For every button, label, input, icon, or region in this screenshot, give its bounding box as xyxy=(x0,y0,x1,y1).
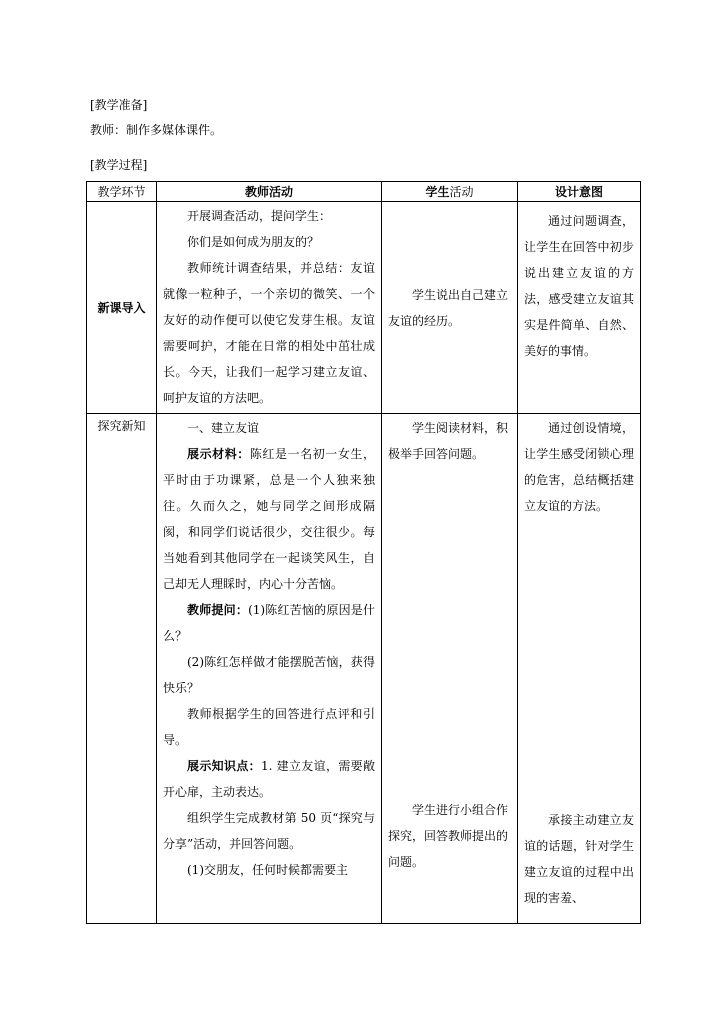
header-stage: 教学环节 xyxy=(87,182,157,202)
header-teacher-bold: 教师 xyxy=(244,185,269,199)
design-intent-intro xyxy=(518,202,641,414)
stage-intro-label: 新课导入 xyxy=(97,301,146,315)
teaching-prep-heading: [教学准备] xyxy=(90,98,148,112)
design-intent-explore xyxy=(518,414,641,924)
teacher-organize: 组织学生完成教材第 50 页“探究与分享”活动，并回答问题。 xyxy=(163,811,375,851)
header-student xyxy=(382,182,518,202)
teacher-section-title: 一、建立友谊 xyxy=(187,421,260,435)
teacher-knowledge xyxy=(163,753,375,805)
lesson-table xyxy=(86,181,641,924)
stage-intro xyxy=(87,202,157,414)
teacher-intro-line-1: 开展调查活动，提问学生： xyxy=(187,209,332,223)
header-student-suffix: 活动 xyxy=(449,185,474,199)
teacher-intro-line-3: 教师统计调查结果，并总结：友谊就像一粒种子，一个亲切的微笑、一个友好的动作便可以使它发芽生根。友谊需要呵护，才能在日常的相处中茁壮成长。今天，让我们一起学习建立友谊、呵护友谊的方法吧。 xyxy=(163,261,375,405)
design-intro-text: 通过问题调查，让学生在回答中初步说出建立友谊的方法，感受建立友谊其实是件简单、自然、美好的事情。 xyxy=(524,214,634,358)
student-explore-2: 学生进行小组合作探究，回答教师提出的问题。 xyxy=(388,803,509,869)
teacher-material xyxy=(163,441,375,597)
table-row xyxy=(87,414,641,924)
teacher-item-1: (1)交朋友，任何时候都需要主 xyxy=(187,863,348,877)
header-student-bold: 学生 xyxy=(425,185,450,199)
question-label: 教师提问： xyxy=(187,603,249,617)
teaching-process-heading: [教学过程] xyxy=(90,158,148,172)
question-2: (2)陈红怎样做才能摆脱苦恼，获得快乐？ xyxy=(163,655,375,695)
teacher-intro-line-2: 你们是如何成为朋友的？ xyxy=(187,235,320,249)
design-explore-1: 通过创设情境，让学生感受闭锁心理的危害，总结概括建立友谊的方法。 xyxy=(524,421,634,513)
student-intro-text: 学生说出自己建立友谊的经历。 xyxy=(388,288,509,328)
teacher-activity-intro xyxy=(157,202,382,414)
header-teacher xyxy=(157,182,382,202)
knowledge-label: 展示知识点： xyxy=(187,759,262,773)
material-label: 展示材料： xyxy=(187,447,250,461)
student-explore-1: 学生阅读材料，积极举手回答问题。 xyxy=(388,421,509,461)
teacher-prep-text: 教师：制作多媒体课件。 xyxy=(90,123,223,137)
material-text: 陈红是一名初一女生，平时由于功课紧，总是一个人独来独往。久而久之，她与同学之间形成隔阂，和同学们说话很少，交往很少。每当她看到其他同学在一起谈笑风生，自己却无人理睬时，内心十分苦恼。 xyxy=(163,447,375,591)
teacher-activity-explore xyxy=(157,414,382,924)
stage-explore-label: 探究新知 xyxy=(97,419,146,433)
teacher-question xyxy=(163,597,375,649)
table-row xyxy=(87,202,641,414)
question-1: (1)陈红苦恼的原因是什么？ xyxy=(163,603,375,643)
student-activity-intro xyxy=(382,202,518,414)
student-activity-explore xyxy=(382,414,518,924)
header-design: 设计意图 xyxy=(518,182,641,202)
header-teacher-suffix: 活动 xyxy=(269,185,294,199)
teacher-guide: 教师根据学生的回答进行点评和引导。 xyxy=(163,707,375,747)
table-header-row xyxy=(87,182,641,202)
knowledge-text: 1. 建立友谊，需要敞开心扉，主动表达。 xyxy=(163,759,375,799)
design-explore-2: 承接主动建立友谊的话题，针对学生建立友谊的过程中出现的害羞、 xyxy=(524,813,634,905)
stage-explore xyxy=(87,414,157,924)
